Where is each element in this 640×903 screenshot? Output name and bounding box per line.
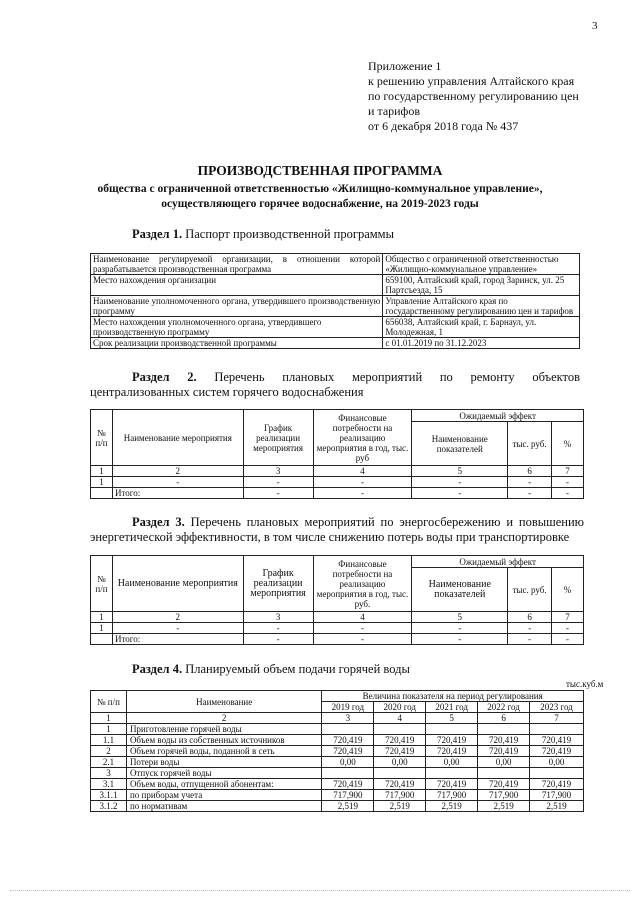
- col-number: 4: [313, 612, 412, 623]
- cell: -: [243, 623, 313, 634]
- cell: -: [313, 634, 412, 645]
- appendix-line: Приложение 1: [368, 59, 442, 73]
- cell: -: [552, 623, 584, 634]
- total-row: [91, 634, 584, 645]
- section4-label: Раздел 4.: [132, 662, 183, 676]
- table-row: [91, 317, 580, 338]
- col-header-thous: тыс. руб.: [508, 422, 552, 466]
- cell: 720,419: [322, 746, 374, 757]
- section3-heading: [90, 515, 584, 545]
- table-header-row: [91, 691, 584, 702]
- energy-saving-table: [90, 555, 584, 645]
- cell: [478, 768, 530, 779]
- passport-value: 656038, Алтайский край, г. Барнаул, ул. Молодежная, 1: [383, 317, 580, 338]
- cell: [426, 768, 478, 779]
- col-number: 1: [91, 612, 113, 623]
- row-name: Приготовление горячей воды: [126, 724, 321, 735]
- section4-heading: [132, 662, 410, 677]
- section2-heading: [90, 370, 580, 400]
- row-name: по нормативам: [126, 801, 321, 812]
- section1-label: Раздел 1.: [132, 227, 183, 241]
- cell: 0,00: [478, 757, 530, 768]
- col-header-indicator: Наименование показателей: [412, 422, 508, 466]
- cell: [426, 724, 478, 735]
- row-name: Объем воды из собственных источников: [126, 735, 321, 746]
- table-row: [91, 296, 580, 317]
- cell: [478, 724, 530, 735]
- total-label: Итого:: [112, 634, 243, 645]
- col-number: 2: [126, 713, 321, 724]
- total-row: [91, 488, 584, 499]
- cell: 2,519: [530, 801, 584, 812]
- col-number: 6: [478, 713, 530, 724]
- cell: [91, 634, 113, 645]
- cell: 720,419: [478, 746, 530, 757]
- cell: 717,900: [322, 790, 374, 801]
- col-number: 1: [91, 713, 127, 724]
- table-row: [91, 724, 584, 735]
- col-number: 6: [508, 612, 552, 623]
- cell: 720,419: [530, 779, 584, 790]
- col-number: 2: [112, 612, 243, 623]
- col-number: 5: [412, 466, 508, 477]
- col-header-schedule: График реализации мероприятия: [243, 556, 313, 612]
- col-header-pct: %: [552, 568, 584, 612]
- cell: 2,519: [478, 801, 530, 812]
- row-name: по приборам учета: [126, 790, 321, 801]
- cell: -: [508, 488, 552, 499]
- cell: 720,419: [426, 746, 478, 757]
- row-name: Потери воды: [126, 757, 321, 768]
- col-number: 7: [552, 466, 584, 477]
- cell: -: [313, 623, 412, 634]
- col-header-num: № п/п: [91, 410, 113, 466]
- cell: 0,00: [426, 757, 478, 768]
- cell: -: [112, 477, 243, 488]
- passport-value: 659100, Алтайский край, город Заринск, ул. 25 Партсъезда, 15: [383, 275, 580, 296]
- cell: 0,00: [374, 757, 426, 768]
- col-header-year: 2022 год: [478, 702, 530, 713]
- cell: [374, 724, 426, 735]
- cell: 720,419: [426, 735, 478, 746]
- cell: 720,419: [374, 735, 426, 746]
- cell: -: [412, 488, 508, 499]
- total-label: Итого:: [112, 488, 243, 499]
- cell: -: [313, 488, 412, 499]
- cell: -: [412, 477, 508, 488]
- table-row: [91, 790, 584, 801]
- col-number: 1: [91, 466, 113, 477]
- cell: 720,419: [530, 746, 584, 757]
- col-header-num: № п/п: [91, 691, 127, 713]
- table-row: [91, 757, 584, 768]
- col-header-year: 2021 год: [426, 702, 478, 713]
- row-number: 3.1.1: [91, 790, 127, 801]
- hot-water-volume-table: [90, 690, 584, 812]
- table-row: [91, 338, 580, 349]
- col-header-year: 2023 год: [530, 702, 584, 713]
- col-header-finance: Финансовые потребности на реализацию мероприятия в год, тыс. руб.: [313, 556, 412, 612]
- row-number: 2: [91, 746, 127, 757]
- col-header-year: 2019 год: [322, 702, 374, 713]
- col-number: 4: [313, 466, 412, 477]
- col-header-period: Величина показателя на период регулирования: [322, 691, 584, 702]
- cell: 2,519: [374, 801, 426, 812]
- passport-value: Общество с ограниченной ответственностью «Жилищно-коммунальное управление»: [383, 254, 580, 275]
- cell: 1: [91, 623, 113, 634]
- col-header-schedule: График реализации мероприятия: [243, 410, 313, 466]
- passport-value: с 01.01.2019 по 31.12.2023: [383, 338, 580, 349]
- cell: -: [243, 488, 313, 499]
- cell: -: [313, 477, 412, 488]
- col-header-name: Наименование мероприятия: [112, 410, 243, 466]
- cell: 720,419: [322, 779, 374, 790]
- document-subtitle-1: общества с ограниченной ответственностью «Жилищно-коммунальное управление»,: [97, 183, 543, 195]
- row-name: Отпуск горячей воды: [126, 768, 321, 779]
- cell: -: [508, 477, 552, 488]
- cell: -: [412, 634, 508, 645]
- table-row: [91, 623, 584, 634]
- cell: [322, 724, 374, 735]
- col-number: 7: [552, 612, 584, 623]
- row-number: 3.1: [91, 779, 127, 790]
- row-number: 3.1.2: [91, 801, 127, 812]
- cell: 720,419: [530, 735, 584, 746]
- cell: 2,519: [426, 801, 478, 812]
- table-row: [91, 275, 580, 296]
- cell: -: [243, 634, 313, 645]
- cell: 717,900: [478, 790, 530, 801]
- passport-key: Срок реализации производственной программы: [91, 338, 383, 349]
- cell: 1: [91, 477, 113, 488]
- col-header-pct: %: [552, 422, 584, 466]
- passport-table: [90, 253, 580, 349]
- col-number: 3: [243, 612, 313, 623]
- cell: [530, 768, 584, 779]
- table-header-row: [91, 556, 584, 568]
- passport-key: Наименование регулируемой организации, в отношении которой разрабатывается производственная программа: [91, 254, 383, 275]
- row-number: 2.1: [91, 757, 127, 768]
- col-header-thous: тыс. руб.: [508, 568, 552, 612]
- col-header-effect: Ожидаемый эффект: [412, 410, 584, 422]
- page-number: 3: [592, 20, 598, 32]
- table-row: [91, 735, 584, 746]
- cell: -: [508, 634, 552, 645]
- section2-label: Раздел 2.: [132, 370, 197, 384]
- col-number: 5: [412, 612, 508, 623]
- cell: -: [508, 623, 552, 634]
- table-row: [91, 254, 580, 275]
- cell: -: [552, 488, 584, 499]
- unit-label: тыс.куб.м: [566, 679, 604, 689]
- col-header-year: 2020 год: [374, 702, 426, 713]
- col-header-name: Наименование мероприятия: [112, 556, 243, 612]
- cell: 717,900: [426, 790, 478, 801]
- appendix-block: [368, 59, 628, 134]
- column-number-row: [91, 612, 584, 623]
- col-header-name: Наименование: [126, 691, 321, 713]
- cell: -: [552, 477, 584, 488]
- appendix-line: к решению управления Алтайского края: [368, 74, 575, 88]
- table-row: [91, 746, 584, 757]
- cell: [322, 768, 374, 779]
- passport-key: Наименование уполномоченного органа, утвердившего производственную программу: [91, 296, 383, 317]
- section3-title: Перечень плановых мероприятий по энергосбережению и повышению энергетической эффективности, в том числе снижению потерь воды при транспортировке: [90, 515, 585, 544]
- col-header-indicator: Наименование показателей: [412, 568, 508, 612]
- cell: 0,00: [530, 757, 584, 768]
- table-row: [91, 779, 584, 790]
- column-number-row: [91, 466, 584, 477]
- cell: 720,419: [426, 779, 478, 790]
- cell: -: [243, 477, 313, 488]
- cell: 720,419: [374, 746, 426, 757]
- cell: -: [412, 623, 508, 634]
- section3-label: Раздел 3.: [132, 515, 185, 529]
- col-number: 3: [243, 466, 313, 477]
- col-number: 7: [530, 713, 584, 724]
- cell: -: [112, 623, 243, 634]
- passport-key: Место нахождения уполномоченного органа, утвердившего производственную программу: [91, 317, 383, 338]
- repair-measures-table: [90, 409, 584, 499]
- row-number: 1: [91, 724, 127, 735]
- row-name: Объем воды, отпущенной абонентам:: [126, 779, 321, 790]
- section2-title: Перечень плановых мероприятий по ремонту объектов централизованных систем горячего водоснабжения: [90, 370, 580, 399]
- cell: [374, 768, 426, 779]
- table-row: [91, 477, 584, 488]
- column-number-row: [91, 713, 584, 724]
- col-number: 4: [374, 713, 426, 724]
- cell: 720,419: [478, 735, 530, 746]
- section1-title: Паспорт производственной программы: [185, 227, 394, 241]
- page-bottom-rule: [10, 890, 630, 891]
- section1-heading: [132, 227, 394, 242]
- cell: [530, 724, 584, 735]
- col-number: 5: [426, 713, 478, 724]
- appendix-line: и тарифов: [368, 104, 421, 118]
- row-name: Объем горячей воды, поданной в сеть: [126, 746, 321, 757]
- cell: 0,00: [322, 757, 374, 768]
- cell: 717,900: [530, 790, 584, 801]
- cell: 717,900: [374, 790, 426, 801]
- col-number: 2: [112, 466, 243, 477]
- appendix-line: по государственному регулированию цен: [368, 89, 579, 103]
- col-header-num: № п/п: [91, 556, 113, 612]
- passport-value: Управление Алтайского края по государственному регулированию цен и тарифов: [383, 296, 580, 317]
- cell: 2,519: [322, 801, 374, 812]
- cell: -: [552, 634, 584, 645]
- col-header-finance: Финансовые потребности на реализацию мероприятия в год, тыс. руб: [313, 410, 412, 466]
- passport-key: Место нахождения организации: [91, 275, 383, 296]
- table-row: [91, 801, 584, 812]
- cell: 720,419: [322, 735, 374, 746]
- cell: 720,419: [374, 779, 426, 790]
- col-number: 3: [322, 713, 374, 724]
- cell: [91, 488, 113, 499]
- document-title: ПРОИЗВОДСТВЕННАЯ ПРОГРАММА: [197, 163, 443, 178]
- cell: 720,419: [478, 779, 530, 790]
- row-number: 3: [91, 768, 127, 779]
- section4-title: Планируемый объем подачи горячей воды: [185, 662, 410, 676]
- appendix-line: от 6 декабря 2018 года № 437: [368, 119, 519, 133]
- document-subtitle-2: осуществляющего горячее водоснабжение, на 2019-2023 годы: [161, 198, 479, 210]
- row-number: 1.1: [91, 735, 127, 746]
- table-row: [91, 768, 584, 779]
- col-header-effect: Ожидаемый эффект: [412, 556, 584, 568]
- col-number: 6: [508, 466, 552, 477]
- table-header-row: [91, 410, 584, 422]
